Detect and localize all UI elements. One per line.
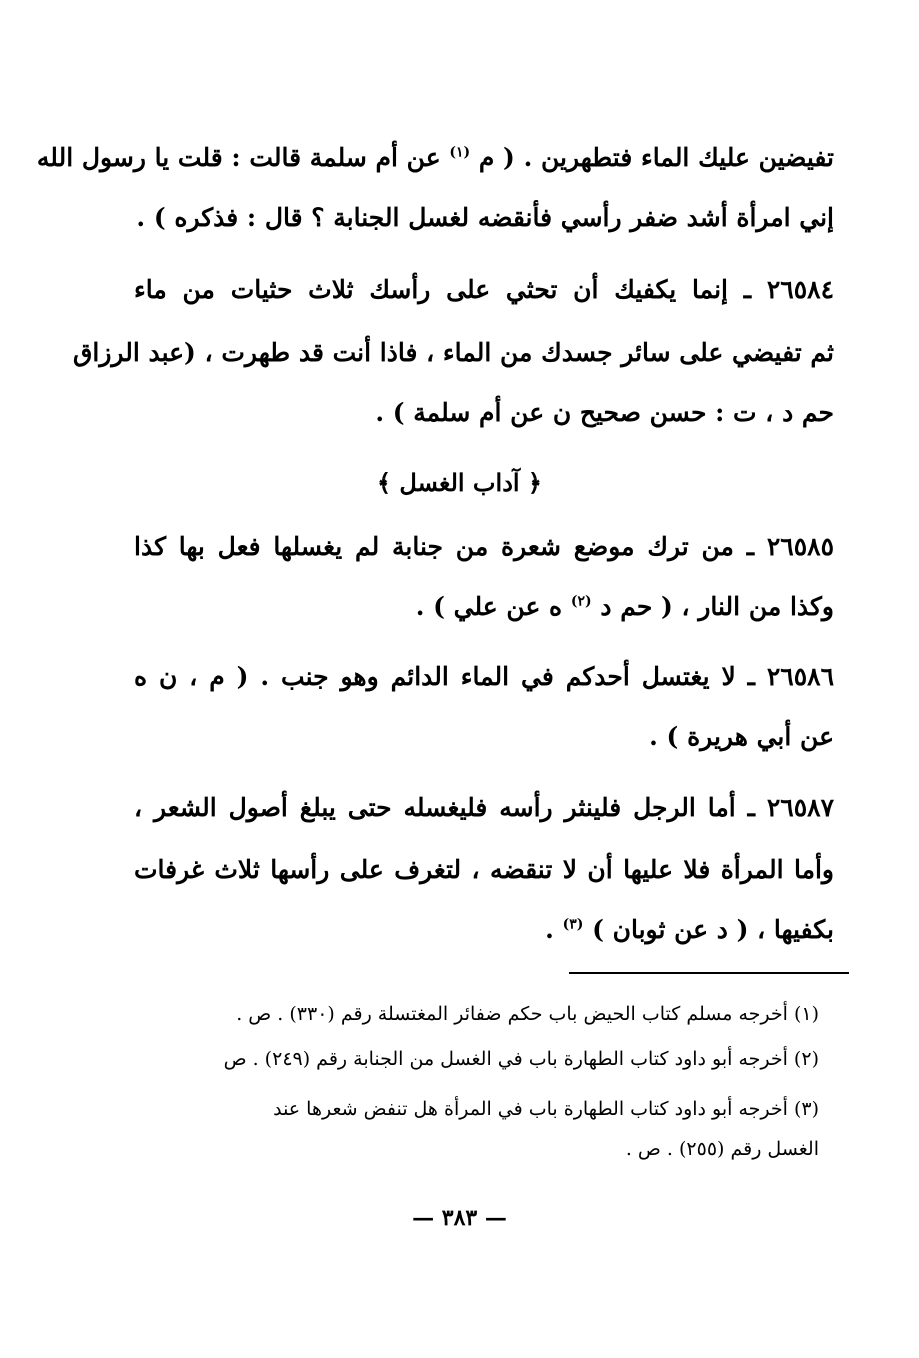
body-line-1-start: تفيضين عليك الماء فتطهرين . ( م [478,143,834,172]
footnote-1: (١) أخرجه مسلم كتاب الحيض باب حكم ضفائر المغتسلة رقم (٣٣٠) . ص . [236,1003,819,1025]
section-heading: ﴿ آداب الغسل ﴾ [377,468,542,497]
hadith-26584-line-3: حم د ، ت : حسن صحيح ن عن أم سلمة ) . [375,398,834,427]
footnote-ref-2: (٢) [570,593,592,610]
hadith-26587-line-3 [134,910,834,950]
hadith-26587-line-1: ٢٦٥٨٧ ـ أما الرجل فلينثر رأسه فليغسله حتى يبلغ أصول الشعر ، [134,793,834,822]
hadith-26585-line-1: ٢٦٥٨٥ ـ من ترك موضع شعرة من جنابة لم يغسلها فعل بها كذا [134,532,834,561]
hadith-26587-line-3-end: . [545,915,554,944]
hadith-26584-line-1: ٢٦٥٨٤ ـ إنما يكفيك أن تحثي على رأسك ثلاث حثيات من ماء [134,275,834,304]
footnote-3-line-2: الغسل رقم (٢٥٥) . ص . [625,1138,819,1160]
footnote-separator [569,972,849,974]
hadith-26587-line-2: وأما المرأة فلا عليها أن لا تنقضه ، لتغرف على رأسها ثلاث غرفات [134,855,834,884]
body-line-2: إني امرأة أشد ضفر رأسي فأنقضه لغسل الجنابة ؟ قال : فذكره ) . [136,203,834,232]
footnote-2: (٢) أخرجه أبو داود كتاب الطهارة باب في الغسل من الجنابة رقم (٢٤٩) . ص [223,1048,819,1070]
hadith-26585-line-2-end: ه عن علي ) . [415,592,563,621]
hadith-26585-line-2 [134,587,834,627]
hadith-26587-line-3-start: بكفيها ، ( د عن ثوبان ) [592,915,834,944]
body-line-1-end: عن أم سلمة قالت : قلت يا رسول الله [36,143,441,172]
footnote-ref-1: (١) [449,144,471,161]
body-line-1 [36,138,834,178]
footnote-ref-3: (٣) [562,916,584,933]
hadith-26586-line-2: عن أبي هريرة ) . [649,722,834,751]
hadith-26585-line-2-start: وكذا من النار ، ( حم د [600,592,834,621]
hadith-26584-line-2: ثم تفيضي على سائر جسدك من الماء ، فاذا أنت قد طهرت ، (عبد الرزاق [73,338,834,367]
hadith-26586-line-1: ٢٦٥٨٦ ـ لا يغتسل أحدكم في الماء الدائم وهو جنب . ( م ، ن ه [134,662,834,691]
footnote-3-line-1: (٣) أخرجه أبو داود كتاب الطهارة باب في المرأة هل تنفض شعرها عند [273,1098,819,1120]
page-number: — ٣٨٣ — [412,1205,507,1231]
